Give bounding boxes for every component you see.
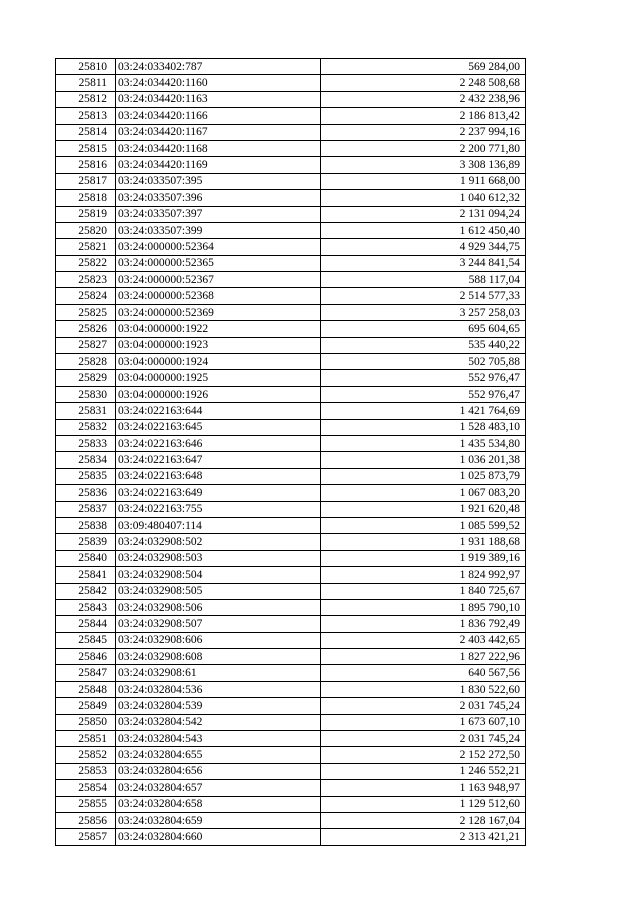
row-number-cell: 25816 [56, 157, 116, 173]
row-number-cell: 25815 [56, 140, 116, 156]
value-cell: 4 929 344,75 [321, 239, 526, 255]
table-row [56, 386, 526, 402]
row-number-cell: 25817 [56, 173, 116, 189]
row-number-cell: 25848 [56, 681, 116, 697]
row-number-cell: 25834 [56, 452, 116, 468]
table-row [56, 157, 526, 173]
table-row [56, 403, 526, 419]
table-row [56, 222, 526, 238]
value-cell: 2 031 745,24 [321, 698, 526, 714]
row-number-cell: 25825 [56, 304, 116, 320]
value-cell: 1 612 450,40 [321, 222, 526, 238]
row-number-cell: 25811 [56, 75, 116, 91]
cadastral-number-cell: 03:24:033507:397 [116, 206, 321, 222]
table-row [56, 435, 526, 451]
table-row [56, 616, 526, 632]
cadastral-number-cell: 03:04:000000:1925 [116, 370, 321, 386]
cadastral-number-cell: 03:24:000000:52365 [116, 255, 321, 271]
cadastral-number-cell: 03:24:022163:649 [116, 485, 321, 501]
cadastral-number-cell: 03:24:000000:52364 [116, 239, 321, 255]
value-cell: 2 248 508,68 [321, 75, 526, 91]
row-number-cell: 25835 [56, 468, 116, 484]
table-row [56, 583, 526, 599]
value-cell: 2 432 238,96 [321, 91, 526, 107]
table-row [56, 485, 526, 501]
table-row [56, 534, 526, 550]
table-row [56, 567, 526, 583]
table-row [56, 272, 526, 288]
cadastral-number-cell: 03:24:032804:657 [116, 780, 321, 796]
cadastral-number-cell: 03:24:032908:608 [116, 649, 321, 665]
table-row [56, 812, 526, 828]
table-row [56, 140, 526, 156]
value-cell: 569 284,00 [321, 59, 526, 75]
row-number-cell: 25853 [56, 763, 116, 779]
cadastral-number-cell: 03:24:022163:755 [116, 501, 321, 517]
table-row [56, 599, 526, 615]
cadastral-number-cell: 03:24:032804:539 [116, 698, 321, 714]
row-number-cell: 25844 [56, 616, 116, 632]
row-number-cell: 25843 [56, 599, 116, 615]
cadastral-number-cell: 03:24:032804:659 [116, 812, 321, 828]
cadastral-number-cell: 03:04:000000:1926 [116, 386, 321, 402]
value-cell: 1 129 512,60 [321, 796, 526, 812]
cadastral-number-cell: 03:24:032804:542 [116, 714, 321, 730]
value-cell: 1 040 612,32 [321, 190, 526, 206]
table-row [56, 75, 526, 91]
cadastral-number-cell: 03:24:033507:399 [116, 222, 321, 238]
table-row [56, 304, 526, 320]
cadastral-number-cell: 03:04:000000:1922 [116, 321, 321, 337]
table-row [56, 91, 526, 107]
cadastral-number-cell: 03:24:032908:507 [116, 616, 321, 632]
row-number-cell: 25839 [56, 534, 116, 550]
cadastral-number-cell: 03:24:000000:52367 [116, 272, 321, 288]
value-cell: 1 895 790,10 [321, 599, 526, 615]
row-number-cell: 25818 [56, 190, 116, 206]
value-cell: 2 514 577,33 [321, 288, 526, 304]
value-cell: 695 604,65 [321, 321, 526, 337]
cadastral-number-cell: 03:24:032804:660 [116, 829, 321, 845]
row-number-cell: 25822 [56, 255, 116, 271]
cadastral-number-cell: 03:24:032908:506 [116, 599, 321, 615]
table-row [56, 108, 526, 124]
row-number-cell: 25823 [56, 272, 116, 288]
row-number-cell: 25854 [56, 780, 116, 796]
table-row [56, 255, 526, 271]
value-cell: 502 705,88 [321, 354, 526, 370]
cadastral-number-cell: 03:04:000000:1924 [116, 354, 321, 370]
value-cell: 2 403 442,65 [321, 632, 526, 648]
value-cell: 2 186 813,42 [321, 108, 526, 124]
value-cell: 2 128 167,04 [321, 812, 526, 828]
cadastral-number-cell: 03:24:033402:787 [116, 59, 321, 75]
table-row [56, 354, 526, 370]
table-row [56, 173, 526, 189]
table-row [56, 370, 526, 386]
row-number-cell: 25812 [56, 91, 116, 107]
row-number-cell: 25846 [56, 649, 116, 665]
cadastral-number-cell: 03:24:032804:656 [116, 763, 321, 779]
cadastral-number-cell: 03:24:034420:1166 [116, 108, 321, 124]
value-cell: 1 836 792,49 [321, 616, 526, 632]
row-number-cell: 25857 [56, 829, 116, 845]
value-cell: 1 911 668,00 [321, 173, 526, 189]
cadastral-number-cell: 03:24:032908:504 [116, 567, 321, 583]
cadastral-number-cell: 03:24:033507:396 [116, 190, 321, 206]
cadastral-number-cell: 03:24:032908:503 [116, 550, 321, 566]
row-number-cell: 25850 [56, 714, 116, 730]
value-cell: 588 117,04 [321, 272, 526, 288]
cadastral-number-cell: 03:24:022163:648 [116, 468, 321, 484]
row-number-cell: 25833 [56, 435, 116, 451]
cadastral-number-cell: 03:24:022163:647 [116, 452, 321, 468]
value-cell: 3 244 841,54 [321, 255, 526, 271]
row-number-cell: 25819 [56, 206, 116, 222]
row-number-cell: 25814 [56, 124, 116, 140]
value-cell: 535 440,22 [321, 337, 526, 353]
cadastral-number-cell: 03:24:032804:543 [116, 731, 321, 747]
value-cell: 1 246 552,21 [321, 763, 526, 779]
row-number-cell: 25855 [56, 796, 116, 812]
table-row [56, 419, 526, 435]
value-cell: 1 824 992,97 [321, 567, 526, 583]
row-number-cell: 25813 [56, 108, 116, 124]
table-row [56, 681, 526, 697]
value-cell: 1 163 948,97 [321, 780, 526, 796]
value-cell: 1 435 534,80 [321, 435, 526, 451]
table-row [56, 239, 526, 255]
value-cell: 2 200 771,80 [321, 140, 526, 156]
table-row [56, 714, 526, 730]
value-cell: 3 308 136,89 [321, 157, 526, 173]
row-number-cell: 25856 [56, 812, 116, 828]
row-number-cell: 25845 [56, 632, 116, 648]
value-cell: 1 827 222,96 [321, 649, 526, 665]
cadastral-number-cell: 03:24:022163:644 [116, 403, 321, 419]
row-number-cell: 25829 [56, 370, 116, 386]
cadastral-number-cell: 03:04:000000:1923 [116, 337, 321, 353]
value-cell: 1 919 389,16 [321, 550, 526, 566]
table-row [56, 124, 526, 140]
table-row [56, 796, 526, 812]
row-number-cell: 25831 [56, 403, 116, 419]
cadastral-number-cell: 03:24:032908:61 [116, 665, 321, 681]
cadastral-number-cell: 03:24:022163:646 [116, 435, 321, 451]
row-number-cell: 25826 [56, 321, 116, 337]
table-row [56, 321, 526, 337]
value-cell: 552 976,47 [321, 386, 526, 402]
table-row [56, 452, 526, 468]
cadastral-number-cell: 03:24:032804:655 [116, 747, 321, 763]
row-number-cell: 25828 [56, 354, 116, 370]
value-cell: 1 931 188,68 [321, 534, 526, 550]
value-cell: 1 921 620,48 [321, 501, 526, 517]
table-body [56, 59, 526, 846]
table-row [56, 698, 526, 714]
row-number-cell: 25836 [56, 485, 116, 501]
table-row [56, 190, 526, 206]
value-cell: 1 840 725,67 [321, 583, 526, 599]
row-number-cell: 25849 [56, 698, 116, 714]
cadastral-number-cell: 03:24:033507:395 [116, 173, 321, 189]
cadastral-number-cell: 03:24:022163:645 [116, 419, 321, 435]
row-number-cell: 25847 [56, 665, 116, 681]
cadastral-number-cell: 03:24:032908:505 [116, 583, 321, 599]
table-row [56, 829, 526, 845]
cadastral-number-cell: 03:24:034420:1167 [116, 124, 321, 140]
cadastral-number-cell: 03:24:034420:1169 [116, 157, 321, 173]
table-row [56, 59, 526, 75]
row-number-cell: 25841 [56, 567, 116, 583]
row-number-cell: 25837 [56, 501, 116, 517]
value-cell: 1 830 522,60 [321, 681, 526, 697]
table-row [56, 763, 526, 779]
row-number-cell: 25851 [56, 731, 116, 747]
cadastral-number-cell: 03:24:032804:536 [116, 681, 321, 697]
table-row [56, 649, 526, 665]
cadastral-number-cell: 03:24:034420:1163 [116, 91, 321, 107]
value-cell: 3 257 258,03 [321, 304, 526, 320]
value-cell: 1 528 483,10 [321, 419, 526, 435]
table-row [56, 468, 526, 484]
value-cell: 1 085 599,52 [321, 517, 526, 533]
table-row [56, 517, 526, 533]
row-number-cell: 25827 [56, 337, 116, 353]
row-number-cell: 25840 [56, 550, 116, 566]
cadastral-number-cell: 03:24:032804:658 [116, 796, 321, 812]
cadastral-number-cell: 03:09:480407:114 [116, 517, 321, 533]
cadastral-number-cell: 03:24:034420:1160 [116, 75, 321, 91]
value-cell: 640 567,56 [321, 665, 526, 681]
value-cell: 1 067 083,20 [321, 485, 526, 501]
row-number-cell: 25838 [56, 517, 116, 533]
cadastral-number-cell: 03:24:032908:606 [116, 632, 321, 648]
row-number-cell: 25832 [56, 419, 116, 435]
data-table [55, 58, 526, 846]
cadastral-number-cell: 03:24:032908:502 [116, 534, 321, 550]
value-cell: 1 025 873,79 [321, 468, 526, 484]
row-number-cell: 25824 [56, 288, 116, 304]
cadastral-number-cell: 03:24:034420:1168 [116, 140, 321, 156]
value-cell: 2 152 272,50 [321, 747, 526, 763]
table-row [56, 632, 526, 648]
value-cell: 2 237 994,16 [321, 124, 526, 140]
value-cell: 552 976,47 [321, 370, 526, 386]
cadastral-number-cell: 03:24:000000:52369 [116, 304, 321, 320]
value-cell: 2 031 745,24 [321, 731, 526, 747]
table-row [56, 780, 526, 796]
cadastral-number-cell: 03:24:000000:52368 [116, 288, 321, 304]
table-row [56, 747, 526, 763]
table-row [56, 288, 526, 304]
row-number-cell: 25830 [56, 386, 116, 402]
table-row [56, 337, 526, 353]
table-row [56, 501, 526, 517]
row-number-cell: 25820 [56, 222, 116, 238]
table-row [56, 665, 526, 681]
table-row [56, 550, 526, 566]
value-cell: 2 131 094,24 [321, 206, 526, 222]
value-cell: 1 673 607,10 [321, 714, 526, 730]
value-cell: 1 036 201,38 [321, 452, 526, 468]
row-number-cell: 25852 [56, 747, 116, 763]
value-cell: 1 421 764,69 [321, 403, 526, 419]
row-number-cell: 25821 [56, 239, 116, 255]
table-row [56, 206, 526, 222]
table-row [56, 731, 526, 747]
row-number-cell: 25810 [56, 59, 116, 75]
row-number-cell: 25842 [56, 583, 116, 599]
value-cell: 2 313 421,21 [321, 829, 526, 845]
